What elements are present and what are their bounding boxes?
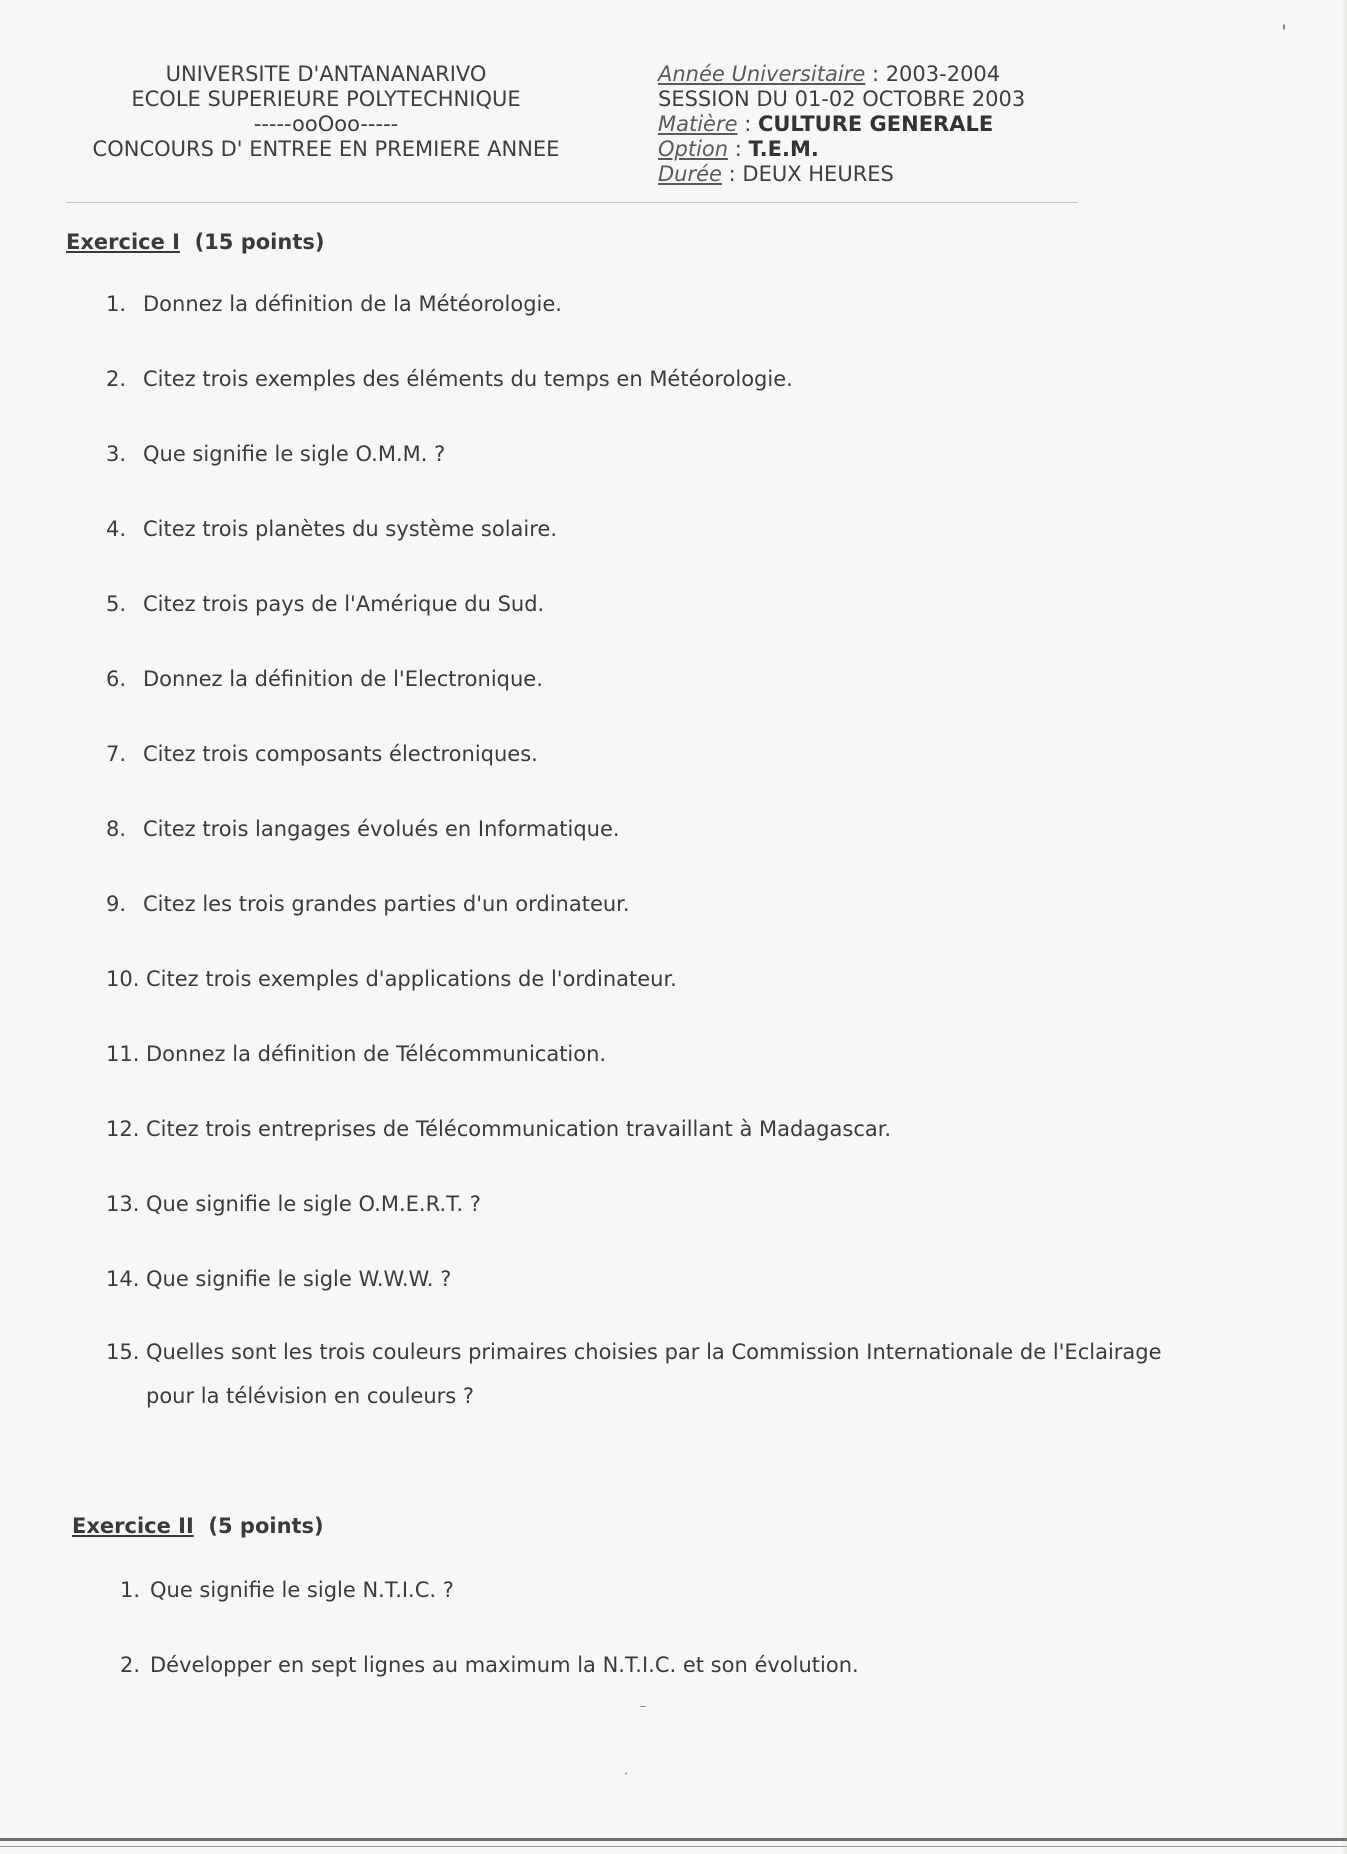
exercise-1-question-12 <box>106 1107 891 1151</box>
exercise-1-question-9 <box>106 882 630 926</box>
subject-row <box>658 112 1218 137</box>
question-text: Que signifie le sigle O.M.E.R.T. ? <box>146 1192 481 1216</box>
exercise-2-points: (5 points) <box>208 1514 324 1538</box>
question-text: Donnez la définition de l'Electronique. <box>143 667 543 691</box>
exercise-1-question-13 <box>106 1182 481 1226</box>
question-number: 15. <box>106 1340 140 1364</box>
exercise-1-question-3 <box>106 432 445 476</box>
exercise-2-name: Exercice II <box>72 1514 194 1538</box>
question-number: 1. <box>106 292 127 316</box>
question-number: 10. <box>106 967 140 991</box>
question-number: 2. <box>106 367 127 391</box>
question-number: 3. <box>106 442 127 466</box>
question-text: Donnez la définition de la Météorologie. <box>143 292 562 316</box>
duration-value: : DEUX HEURES <box>721 162 894 186</box>
question-text: Développer en sept lignes au maximum la N.T.I.C. et son évolution. <box>150 1653 859 1677</box>
question-number: 13. <box>106 1192 140 1216</box>
header-divider <box>66 202 1078 203</box>
exercise-2-question-1 <box>120 1568 454 1612</box>
option-row <box>658 137 1218 162</box>
question-number: 5. <box>106 592 127 616</box>
subject-separator: : <box>737 112 758 136</box>
institution-header <box>66 62 586 162</box>
exercise-1-question-8 <box>106 807 620 851</box>
scan-speck <box>640 1706 646 1707</box>
question-number: 14. <box>106 1267 140 1291</box>
session-row: SESSION DU 01-02 OCTOBRE 2003 <box>658 87 1026 111</box>
ornament-separator: -----ooOoo----- <box>253 112 399 136</box>
exercise-2-question-2 <box>120 1643 859 1687</box>
exercise-2-title <box>72 1514 324 1538</box>
question-text: Quelles sont les trois couleurs primaires choisies par la Commission Internationale de l'Eclairage <box>146 1340 1162 1364</box>
duration-label: Durée <box>658 162 722 186</box>
exercise-1-question-11 <box>106 1032 606 1076</box>
question-text: Citez trois exemples des éléments du temps en Météorologie. <box>143 367 793 391</box>
subject-value: CULTURE GENERALE <box>757 112 994 136</box>
scan-speck <box>1283 24 1285 30</box>
question-text: Citez trois langages évolués en Informatique. <box>143 817 620 841</box>
question-text: Citez les trois grandes parties d'un ordinateur. <box>143 892 630 916</box>
question-text: Citez trois planètes du système solaire. <box>143 517 558 541</box>
scan-shadow <box>1341 0 1347 1854</box>
question-text: Donnez la définition de Télécommunication. <box>146 1042 607 1066</box>
question-text: Citez trois exemples d'applications de l'ordinateur. <box>146 967 677 991</box>
exercise-1-question-4 <box>106 507 557 551</box>
exercise-1-question-6 <box>106 657 543 701</box>
exercise-1-question-7 <box>106 732 538 776</box>
exercise-1-name: Exercice I <box>66 230 180 254</box>
exercise-1-question-15 <box>106 1330 1162 1418</box>
question-text: Que signifie le sigle O.M.M. ? <box>143 442 446 466</box>
question-text: Que signifie le sigle N.T.I.C. ? <box>150 1578 454 1602</box>
exercise-1-title <box>66 230 324 254</box>
exercise-1-question-1 <box>106 282 562 326</box>
exam-title: CONCOURS D' ENTREE EN PREMIERE ANNEE <box>92 137 560 161</box>
question-number: 9. <box>106 892 127 916</box>
option-value: T.E.M. <box>748 137 819 161</box>
academic-year-row <box>658 62 1218 87</box>
question-number: 8. <box>106 817 127 841</box>
question-number: 12. <box>106 1117 140 1141</box>
duration-row <box>658 162 1218 187</box>
exercise-1-points: (15 points) <box>194 230 325 254</box>
scan-border-line <box>0 1846 1347 1847</box>
question-number: 1. <box>120 1578 141 1602</box>
question-text: Que signifie le sigle W.W.W. ? <box>146 1267 452 1291</box>
question-number: 11. <box>106 1042 140 1066</box>
question-text: Citez trois pays de l'Amérique du Sud. <box>143 592 545 616</box>
question-number: 6. <box>106 667 127 691</box>
subject-label: Matière <box>658 112 738 136</box>
scan-speck <box>625 1772 627 1775</box>
exercise-1-question-2 <box>106 357 793 401</box>
question-number: 4. <box>106 517 127 541</box>
academic-year-value: : 2003-2004 <box>865 62 1001 86</box>
university-name: UNIVERSITE D'ANTANANARIVO <box>165 62 487 86</box>
option-label: Option <box>658 137 729 161</box>
option-separator: : <box>728 137 749 161</box>
question-text: Citez trois entreprises de Télécommunication travaillant à Madagascar. <box>146 1117 892 1141</box>
school-name: ECOLE SUPERIEURE POLYTECHNIQUE <box>131 87 521 111</box>
question-number: 7. <box>106 742 127 766</box>
exercise-1-question-5 <box>106 582 544 626</box>
exam-info <box>658 62 1218 187</box>
scan-border-line <box>0 1838 1347 1841</box>
exercise-1-question-14 <box>106 1257 451 1301</box>
question-number: 2. <box>120 1653 141 1677</box>
exercise-1-question-10 <box>106 957 677 1001</box>
question-text-continued: pour la télévision en couleurs ? <box>146 1384 475 1408</box>
question-text: Citez trois composants électroniques. <box>143 742 538 766</box>
academic-year-label: Année Universitaire <box>658 62 866 86</box>
